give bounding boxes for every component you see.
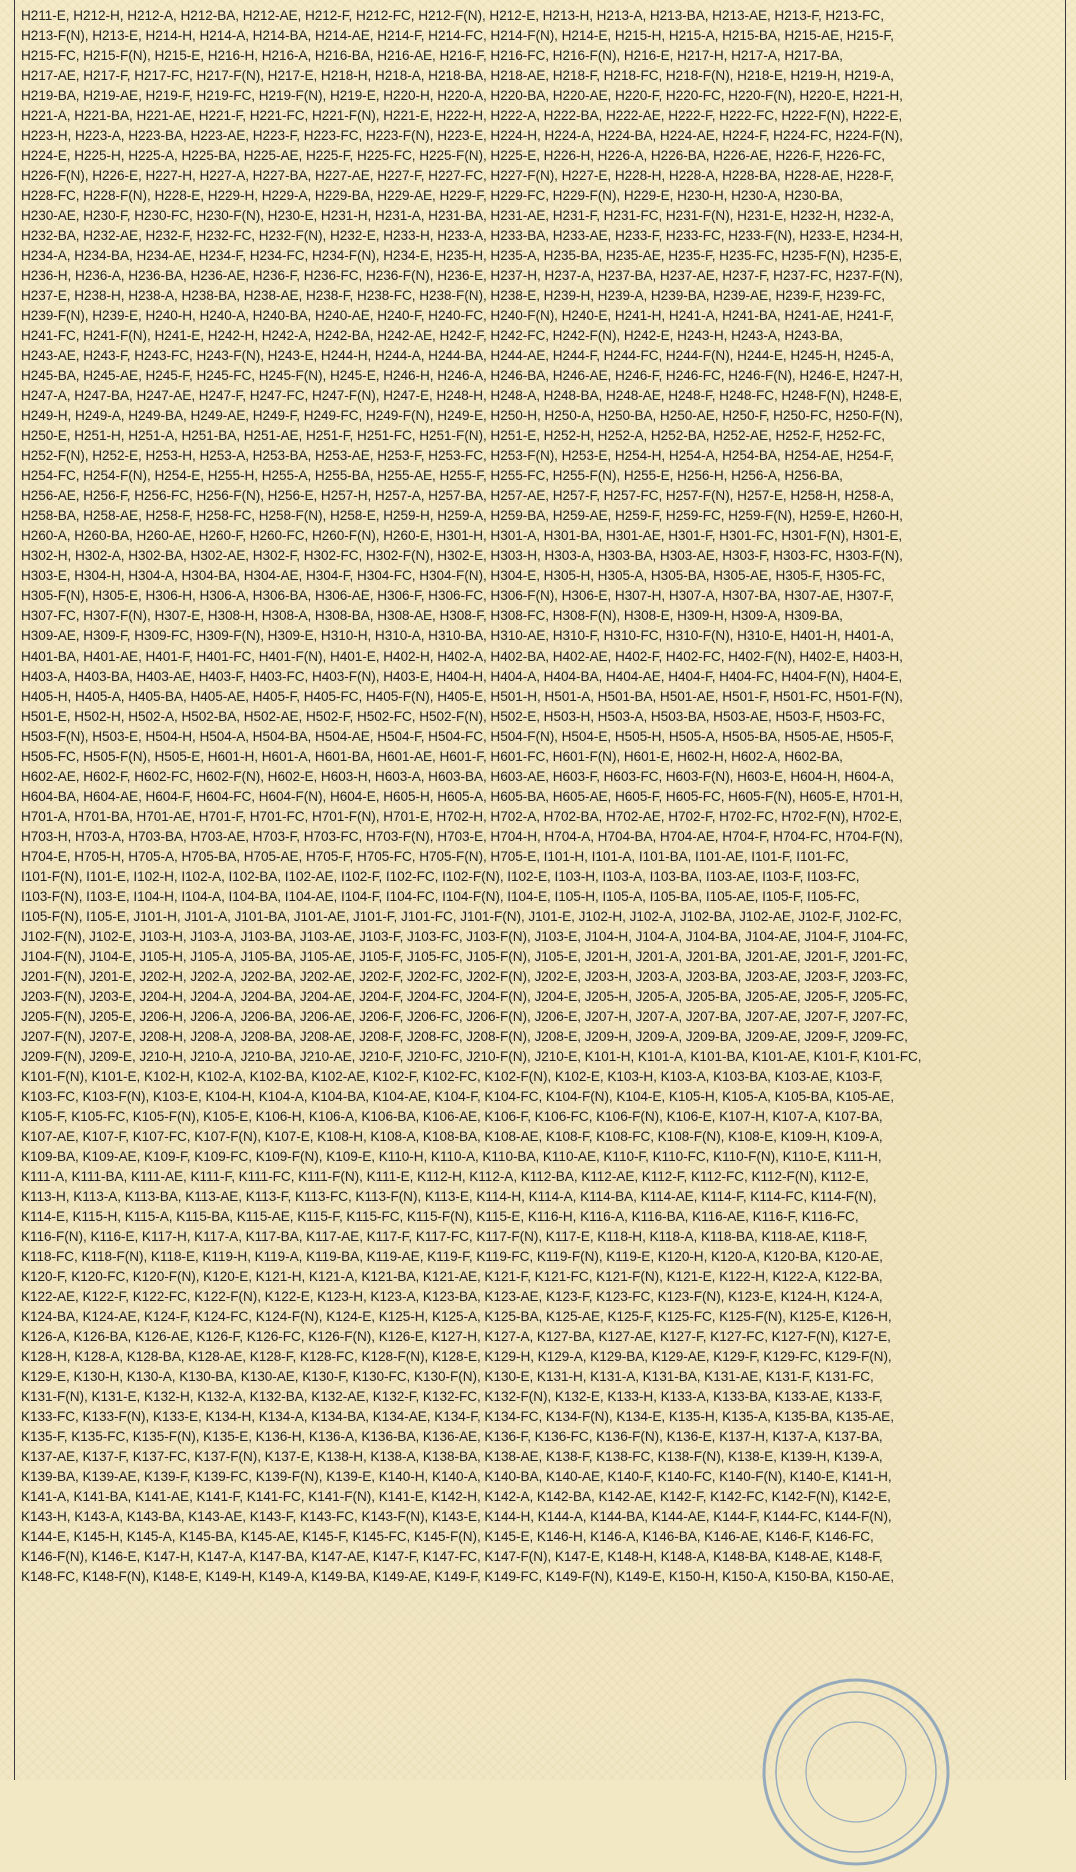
text-line: K114-E, K115-H, K115-A, K115-BA, K115-AE, K115-F, K115-FC, K115-F(N), K115-E, K116-H, K116-A, K116-BA, K116-AE, K116-F, K116-FC,: [21, 1208, 859, 1224]
text-line: K111-A, K111-BA, K111-AE, K111-F, K111-FC, K111-F(N), K111-E, K112-H, K112-A, K112-BA, K112-AE, K112-F, K112-FC, K112-F(N), K112-E,: [21, 1168, 869, 1184]
text-line: K143-H, K143-A, K143-BA, K143-AE, K143-F, K143-FC, K143-F(N), K143-E, K144-H, K144-A, K144-BA, K144-AE, K144-F, K144-FC, K144-F(N),: [21, 1509, 892, 1525]
text-line: K131-F(N), K131-E, K132-H, K132-A, K132-BA, K132-AE, K132-F, K132-FC, K132-F(N), K132-E, K133-H, K133-A, K133-BA, K133-AE, K133-F,: [21, 1389, 883, 1405]
text-line: H223-H, H223-A, H223-BA, H223-AE, H223-F, H223-FC, H223-F(N), H223-E, H224-H, H224-A, H224-BA, H224-AE, H224-F, H224-FC, H224-F(N),: [21, 128, 903, 144]
text-line: H219-BA, H219-AE, H219-F, H219-FC, H219-F(N), H219-E, H220-H, H220-A, H220-BA, H220-AE, H220-F, H220-FC, H220-F(N), H220-E, H221-H,: [21, 88, 903, 104]
text-line: K128-H, K128-A, K128-BA, K128-AE, K128-F, K128-FC, K128-F(N), K128-E, K129-H, K129-A, K129-BA, K129-AE, K129-F, K129-FC, K129-F(N),: [21, 1349, 892, 1365]
text-line: J205-F(N), J205-E, J206-H, J206-A, J206-BA, J206-AE, J206-F, J206-FC, J206-F(N), J206-E, J207-H, J207-A, J207-BA, J207-AE, J207-F, J207-FC,: [21, 1008, 908, 1024]
text-line: K101-F(N), K101-E, K102-H, K102-A, K102-BA, K102-AE, K102-F, K102-FC, K102-F(N), K102-E, K103-H, K103-A, K103-BA, K103-AE, K103-F,: [21, 1068, 883, 1084]
text-line: I101-F(N), I101-E, I102-H, I102-A, I102-BA, I102-AE, I102-F, I102-FC, I102-F(N), I102-E, I103-H, I103-A, I103-BA, I103-AE, I103-F, I103-FC,: [21, 868, 860, 884]
text-line: H228-FC, H228-F(N), H228-E, H229-H, H229-A, H229-BA, H229-AE, H229-F, H229-FC, H229-F(N), H229-E, H230-H, H230-A, H230-BA,: [21, 188, 843, 204]
text-line: H701-A, H701-BA, H701-AE, H701-F, H701-FC, H701-F(N), H701-E, H702-H, H702-A, H702-BA, H702-AE, H702-F, H702-FC, H702-F(N), H702-E,: [21, 808, 903, 824]
text-line: H305-F(N), H305-E, H306-H, H306-A, H306-BA, H306-AE, H306-F, H306-FC, H306-F(N), H306-E, H307-H, H307-A, H307-BA, H307-AE, H307-F,: [21, 588, 894, 604]
text-line: H247-A, H247-BA, H247-AE, H247-F, H247-FC, H247-F(N), H247-E, H248-H, H248-A, H248-BA, H248-AE, H248-F, H248-FC, H248-F(N), H248-E,: [21, 388, 903, 404]
text-line: H215-FC, H215-F(N), H215-E, H216-H, H216-A, H216-BA, H216-AE, H216-F, H216-FC, H216-F(N), H216-E, H217-H, H217-A, H217-BA,: [21, 48, 843, 64]
text-line: H245-BA, H245-AE, H245-F, H245-FC, H245-F(N), H245-E, H246-H, H246-A, H246-BA, H246-AE, H246-F, H246-FC, H246-F(N), H246-E, H247-H,: [21, 368, 903, 384]
text-line: H403-A, H403-BA, H403-AE, H403-F, H403-FC, H403-F(N), H403-E, H404-H, H404-A, H404-BA, H404-AE, H404-F, H404-FC, H404-F(N), H404-E,: [21, 668, 903, 684]
text-line: H254-FC, H254-F(N), H254-E, H255-H, H255-A, H255-BA, H255-AE, H255-F, H255-FC, H255-F(N), H255-E, H256-H, H256-A, H256-BA,: [21, 468, 843, 484]
text-line: H221-A, H221-BA, H221-AE, H221-F, H221-FC, H221-F(N), H221-E, H222-H, H222-A, H222-BA, H222-AE, H222-F, H222-FC, H222-F(N), H222-E,: [21, 108, 903, 124]
text-line: H213-F(N), H213-E, H214-H, H214-A, H214-BA, H214-AE, H214-F, H214-FC, H214-F(N), H214-E, H215-H, H215-A, H215-BA, H215-AE, H215-F,: [21, 28, 894, 44]
text-line: H401-BA, H401-AE, H401-F, H401-FC, H401-F(N), H401-E, H402-H, H402-A, H402-BA, H402-AE, H402-F, H402-FC, H402-F(N), H402-E, H403-H,: [21, 648, 903, 664]
text-line: H239-F(N), H239-E, H240-H, H240-A, H240-BA, H240-AE, H240-F, H240-FC, H240-F(N), H240-E, H241-H, H241-A, H241-BA, H241-AE, H241-F,: [21, 308, 894, 324]
text-line: K148-FC, K148-F(N), K148-E, K149-H, K149-A, K149-BA, K149-AE, K149-F, K149-FC, K149-F(N), K149-E, K150-H, K150-A, K150-BA, K150-AE,: [21, 1569, 894, 1585]
text-line: H241-FC, H241-F(N), H241-E, H242-H, H242-A, H242-BA, H242-AE, H242-F, H242-FC, H242-F(N), H242-E, H243-H, H243-A, H243-BA,: [21, 328, 843, 344]
text-line: H243-AE, H243-F, H243-FC, H243-F(N), H243-E, H244-H, H244-A, H244-BA, H244-AE, H244-F, H244-FC, H244-F(N), H244-E, H245-H, H245-A,: [21, 348, 894, 364]
text-line: H234-A, H234-BA, H234-AE, H234-F, H234-FC, H234-F(N), H234-E, H235-H, H235-A, H235-BA, H235-AE, H235-F, H235-FC, H235-F(N), H235-E,: [21, 248, 903, 264]
text-line: H704-E, H705-H, H705-A, H705-BA, H705-AE, H705-F, H705-FC, H705-F(N), H705-E, I101-H, I101-A, I101-BA, I101-AE, I101-F, I101-FC,: [21, 848, 849, 864]
text-line: H505-FC, H505-F(N), H505-E, H601-H, H601-A, H601-BA, H601-AE, H601-F, H601-FC, H601-F(N), H601-E, H602-H, H602-A, H602-BA,: [21, 748, 843, 764]
text-line: H307-FC, H307-F(N), H307-E, H308-H, H308-A, H308-BA, H308-AE, H308-F, H308-FC, H308-F(N), H308-E, H309-H, H309-A, H309-BA,: [21, 608, 843, 624]
text-line: K103-FC, K103-F(N), K103-E, K104-H, K104-A, K104-BA, K104-AE, K104-F, K104-FC, K104-F(N), K104-E, K105-H, K105-A, K105-BA, K105-AE,: [21, 1088, 894, 1104]
text-line: I103-F(N), I103-E, I104-H, I104-A, I104-BA, I104-AE, I104-F, I104-FC, I104-F(N), I104-E, I105-H, I105-A, I105-BA, I105-AE, I105-F, I105-FC,: [21, 888, 860, 904]
text-line: K109-BA, K109-AE, K109-F, K109-FC, K109-F(N), K109-E, K110-H, K110-A, K110-BA, K110-AE, K110-F, K110-FC, K110-F(N), K110-E, K111-H,: [21, 1148, 882, 1164]
text-line: H232-BA, H232-AE, H232-F, H232-FC, H232-F(N), H232-E, H233-H, H233-A, H233-BA, H233-AE, H233-F, H233-FC, H233-F(N), H233-E, H234-H,: [21, 228, 903, 244]
text-line: I105-F(N), I105-E, J101-H, J101-A, J101-BA, J101-AE, J101-F, J101-FC, J101-F(N), J101-E, J102-H, J102-A, J102-BA, J102-AE, J102-F, J102-FC,: [21, 908, 902, 924]
text-line: K135-F, K135-FC, K135-F(N), K135-E, K136-H, K136-A, K136-BA, K136-AE, K136-F, K136-FC, K136-F(N), K136-E, K137-H, K137-A, K137-BA,: [21, 1429, 883, 1445]
text-line: K146-F(N), K146-E, K147-H, K147-A, K147-BA, K147-AE, K147-F, K147-FC, K147-F(N), K147-E, K148-H, K148-A, K148-BA, K148-AE, K148-F,: [21, 1549, 883, 1565]
table-left-border: [14, 0, 15, 1780]
text-line: H303-E, H304-H, H304-A, H304-BA, H304-AE, H304-F, H304-FC, H304-F(N), H304-E, H305-H, H305-A, H305-BA, H305-AE, H305-F, H305-FC,: [21, 568, 885, 584]
text-line: K141-A, K141-BA, K141-AE, K141-F, K141-FC, K141-F(N), K141-E, K142-H, K142-A, K142-BA, K142-AE, K142-F, K142-FC, K142-F(N), K142-E,: [21, 1489, 891, 1505]
text-line: H260-A, H260-BA, H260-AE, H260-F, H260-FC, H260-F(N), H260-E, H301-H, H301-A, H301-BA, H301-AE, H301-F, H301-FC, H301-F(N), H301-E,: [21, 528, 903, 544]
text-line: H224-E, H225-H, H225-A, H225-BA, H225-AE, H225-F, H225-FC, H225-F(N), H225-E, H226-H, H226-A, H226-BA, H226-AE, H226-F, H226-FC,: [21, 148, 885, 164]
official-seal-icon: [756, 1672, 956, 1872]
text-line: K107-AE, K107-F, K107-FC, K107-F(N), K107-E, K108-H, K108-A, K108-BA, K108-AE, K108-F, K108-FC, K108-F(N), K108-E, K109-H, K109-A,: [21, 1128, 883, 1144]
text-line: H230-AE, H230-F, H230-FC, H230-F(N), H230-E, H231-H, H231-A, H231-BA, H231-AE, H231-F, H231-FC, H231-F(N), H231-E, H232-H, H232-A,: [21, 208, 894, 224]
text-line: H602-AE, H602-F, H602-FC, H602-F(N), H602-E, H603-H, H603-A, H603-BA, H603-AE, H603-F, H603-FC, H603-F(N), H603-E, H604-H, H604-A,: [21, 768, 894, 784]
text-line: K133-FC, K133-F(N), K133-E, K134-H, K134-A, K134-BA, K134-AE, K134-F, K134-FC, K134-F(N), K134-E, K135-H, K135-A, K135-BA, K135-AE,: [21, 1409, 894, 1425]
text-line: K144-E, K145-H, K145-A, K145-BA, K145-AE, K145-F, K145-FC, K145-F(N), K145-E, K146-H, K146-A, K146-BA, K146-AE, K146-F, K146-FC,: [21, 1529, 874, 1545]
text-line: K139-BA, K139-AE, K139-F, K139-FC, K139-F(N), K139-E, K140-H, K140-A, K140-BA, K140-AE, K140-F, K140-FC, K140-F(N), K140-E, K141-H,: [21, 1469, 892, 1485]
text-line: H250-E, H251-H, H251-A, H251-BA, H251-AE, H251-F, H251-FC, H251-F(N), H251-E, H252-H, H252-A, H252-BA, H252-AE, H252-F, H252-FC,: [21, 428, 885, 444]
text-line: H258-BA, H258-AE, H258-F, H258-FC, H258-F(N), H258-E, H259-H, H259-A, H259-BA, H259-AE, H259-F, H259-FC, H259-F(N), H259-E, H260-H,: [21, 508, 903, 524]
text-line: H252-F(N), H252-E, H253-H, H253-A, H253-BA, H253-AE, H253-F, H253-FC, H253-F(N), H253-E, H254-H, H254-A, H254-BA, H254-AE, H254-F,: [21, 448, 894, 464]
text-line: J209-F(N), J209-E, J210-H, J210-A, J210-BA, J210-AE, J210-F, J210-FC, J210-F(N), J210-E, K101-H, K101-A, K101-BA, K101-AE, K101-F, K101-FC,: [21, 1048, 922, 1064]
text-line: H211-E, H212-H, H212-A, H212-BA, H212-AE, H212-F, H212-FC, H212-F(N), H212-E, H213-H, H213-A, H213-BA, H213-AE, H213-F, H213-FC,: [21, 8, 884, 23]
text-line: K129-E, K130-H, K130-A, K130-BA, K130-AE, K130-F, K130-FC, K130-F(N), K130-E, K131-H, K131-A, K131-BA, K131-AE, K131-F, K131-FC,: [21, 1369, 874, 1385]
text-line: H217-AE, H217-F, H217-FC, H217-F(N), H217-E, H218-H, H218-A, H218-BA, H218-AE, H218-F, H218-FC, H218-F(N), H218-E, H219-H, H219-A,: [21, 68, 894, 84]
text-line: H703-H, H703-A, H703-BA, H703-AE, H703-F, H703-FC, H703-F(N), H703-E, H704-H, H704-A, H704-BA, H704-AE, H704-F, H704-FC, H704-F(N),: [21, 828, 903, 844]
text-line: K122-AE, K122-F, K122-FC, K122-F(N), K122-E, K123-H, K123-A, K123-BA, K123-AE, K123-F, K123-FC, K123-F(N), K123-E, K124-H, K124-A,: [21, 1289, 883, 1304]
text-line: K113-H, K113-A, K113-BA, K113-AE, K113-F, K113-FC, K113-F(N), K113-E, K114-H, K114-A, K114-BA, K114-AE, K114-F, K114-FC, K114-F(N),: [21, 1188, 877, 1204]
text-line: K124-BA, K124-AE, K124-F, K124-FC, K124-F(N), K124-E, K125-H, K125-A, K125-BA, K125-AE, K125-F, K125-FC, K125-F(N), K125-E, K126-H,: [21, 1309, 892, 1325]
text-line: K105-F, K105-FC, K105-F(N), K105-E, K106-H, K106-A, K106-BA, K106-AE, K106-F, K106-FC, K106-F(N), K106-E, K107-H, K107-A, K107-BA,: [21, 1108, 883, 1124]
text-line: K126-A, K126-BA, K126-AE, K126-F, K126-FC, K126-F(N), K126-E, K127-H, K127-A, K127-BA, K127-AE, K127-F, K127-FC, K127-F(N), K127-E,: [21, 1329, 891, 1345]
text-line: K137-AE, K137-F, K137-FC, K137-F(N), K137-E, K138-H, K138-A, K138-BA, K138-AE, K138-F, K138-FC, K138-F(N), K138-E, K139-H, K139-A,: [21, 1449, 883, 1465]
text-line: H237-E, H238-H, H238-A, H238-BA, H238-AE, H238-F, H238-FC, H238-F(N), H238-E, H239-H, H239-A, H239-BA, H239-AE, H239-F, H239-FC,: [21, 288, 885, 304]
text-line: K120-F, K120-FC, K120-F(N), K120-E, K121-H, K121-A, K121-BA, K121-AE, K121-F, K121-FC, K121-F(N), K121-E, K122-H, K122-A, K122-BA,: [21, 1268, 883, 1284]
text-line: J104-F(N), J104-E, J105-H, J105-A, J105-BA, J105-AE, J105-F, J105-FC, J105-F(N), J105-E, J201-H, J201-A, J201-BA, J201-AE, J201-F, J201-FC,: [21, 948, 908, 964]
text-line: H236-H, H236-A, H236-BA, H236-AE, H236-F, H236-FC, H236-F(N), H236-E, H237-H, H237-A, H237-BA, H237-AE, H237-F, H237-FC, H237-F(N),: [21, 268, 903, 284]
unit-code-list: [21, 6, 1059, 1587]
text-line: H405-H, H405-A, H405-BA, H405-AE, H405-F, H405-FC, H405-F(N), H405-E, H501-H, H501-A, H501-BA, H501-AE, H501-F, H501-FC, H501-F(N),: [21, 688, 903, 704]
text-line: J207-F(N), J207-E, J208-H, J208-A, J208-BA, J208-AE, J208-F, J208-FC, J208-F(N), J208-E, J209-H, J209-A, J209-BA, J209-AE, J209-F, J209-FC,: [21, 1028, 908, 1044]
text-line: K116-F(N), K116-E, K117-H, K117-A, K117-BA, K117-AE, K117-F, K117-FC, K117-F(N), K117-E, K118-H, K118-A, K118-BA, K118-AE, K118-F,: [21, 1228, 868, 1244]
text-line: J102-F(N), J102-E, J103-H, J103-A, J103-BA, J103-AE, J103-F, J103-FC, J103-F(N), J103-E, J104-H, J104-A, J104-BA, J104-AE, J104-F, J104-FC,: [21, 928, 908, 944]
text-line: H309-AE, H309-F, H309-FC, H309-F(N), H309-E, H310-H, H310-A, H310-BA, H310-AE, H310-F, H310-FC, H310-F(N), H310-E, H401-H, H401-A,: [21, 628, 894, 644]
text-line: J201-F(N), J201-E, J202-H, J202-A, J202-BA, J202-AE, J202-F, J202-FC, J202-F(N), J202-E, J203-H, J203-A, J203-BA, J203-AE, J203-F, J203-FC,: [21, 968, 908, 984]
text-line: H302-H, H302-A, H302-BA, H302-AE, H302-F, H302-FC, H302-F(N), H302-E, H303-H, H303-A, H303-BA, H303-AE, H303-F, H303-FC, H303-F(N),: [21, 548, 903, 564]
table-right-border: [1065, 0, 1066, 1780]
text-line: H249-H, H249-A, H249-BA, H249-AE, H249-F, H249-FC, H249-F(N), H249-E, H250-H, H250-A, H250-BA, H250-AE, H250-F, H250-FC, H250-F(N),: [21, 408, 903, 424]
text-line: H503-F(N), H503-E, H504-H, H504-A, H504-BA, H504-AE, H504-F, H504-FC, H504-F(N), H504-E, H505-H, H505-A, H505-BA, H505-AE, H505-F,: [21, 728, 894, 744]
text-line: H604-BA, H604-AE, H604-F, H604-FC, H604-F(N), H604-E, H605-H, H605-A, H605-BA, H605-AE, H605-F, H605-FC, H605-F(N), H605-E, H701-H,: [21, 788, 903, 804]
text-line: H256-AE, H256-F, H256-FC, H256-F(N), H256-E, H257-H, H257-A, H257-BA, H257-AE, H257-F, H257-FC, H257-F(N), H257-E, H258-H, H258-A,: [21, 488, 894, 504]
text-line: H226-F(N), H226-E, H227-H, H227-A, H227-BA, H227-AE, H227-F, H227-FC, H227-F(N), H227-E, H228-H, H228-A, H228-BA, H228-AE, H228-F,: [21, 168, 894, 184]
text-line: K118-FC, K118-F(N), K118-E, K119-H, K119-A, K119-BA, K119-AE, K119-F, K119-FC, K119-F(N), K119-E, K120-H, K120-A, K120-BA, K120-AE,: [21, 1248, 883, 1264]
text-line: H501-E, H502-H, H502-A, H502-BA, H502-AE, H502-F, H502-FC, H502-F(N), H502-E, H503-H, H503-A, H503-BA, H503-AE, H503-F, H503-FC,: [21, 708, 885, 724]
text-line: J203-F(N), J203-E, J204-H, J204-A, J204-BA, J204-AE, J204-F, J204-FC, J204-F(N), J204-E, J205-H, J205-A, J205-BA, J205-AE, J205-F, J205-FC,: [21, 988, 908, 1004]
